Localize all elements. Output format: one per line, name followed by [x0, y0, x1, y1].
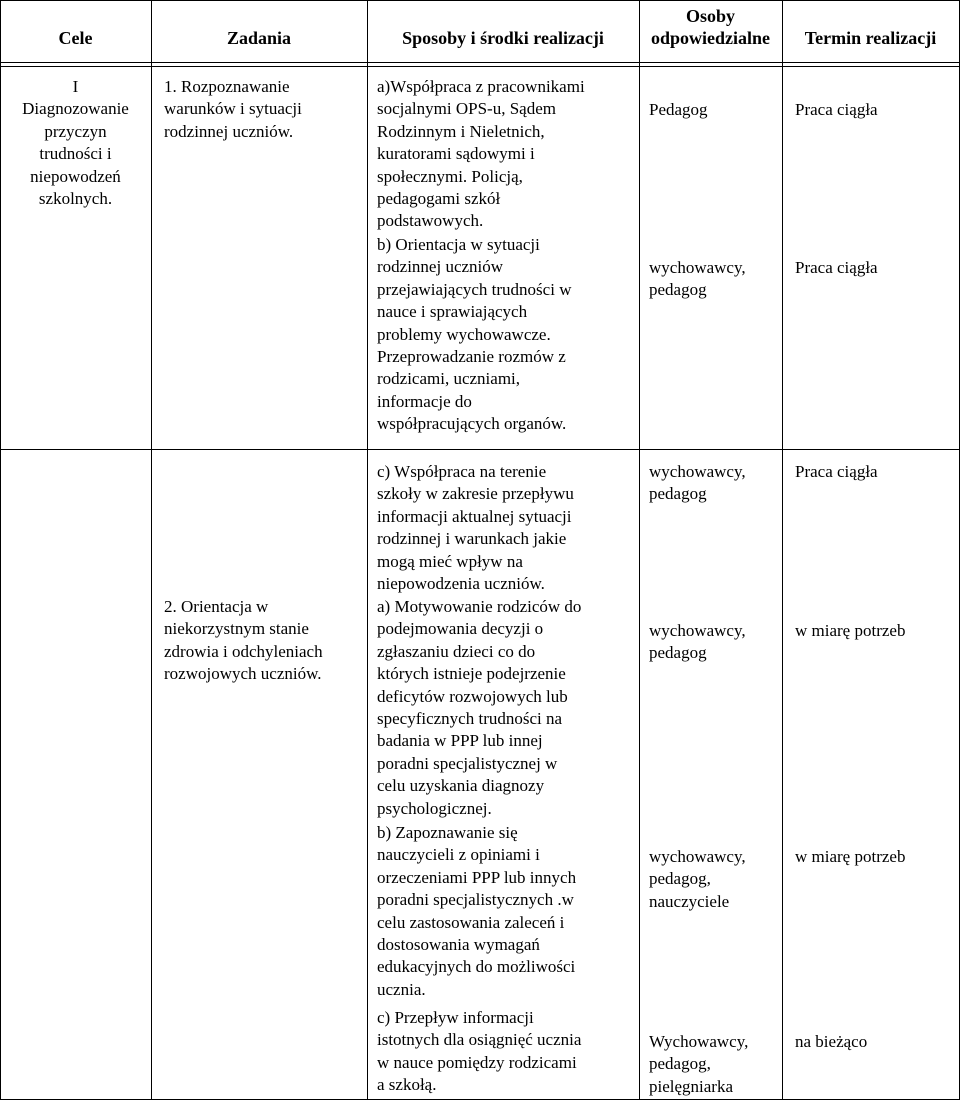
sposob-2b-cell — [377, 822, 576, 1001]
sposob-2c-line: c) Przepływ informacji — [377, 1008, 534, 1027]
osoby-line: pedagog, — [649, 1054, 711, 1074]
termin-r1b: Praca ciągła — [795, 258, 878, 277]
osoby-line: wychowawcy, — [649, 462, 746, 481]
header-sposoby: Sposoby i środki realizacji — [402, 28, 604, 48]
zadanie-2-line: niekorzystnym stanie — [164, 619, 309, 639]
termin-r1a: Praca ciągła — [795, 100, 878, 119]
osoby-r1c-cell — [649, 461, 746, 506]
osoby-line: Wychowawcy, — [649, 1032, 749, 1051]
sposob-2b-line: poradni specjalistycznych .w — [377, 890, 574, 910]
sposob-1b-line: nauce i sprawiających — [377, 302, 528, 322]
sposob-2b-line: b) Zapoznawanie się — [377, 823, 518, 842]
termin-r1c: Praca ciągła — [795, 462, 878, 481]
sposob-2b-line: celu zastosowania zaleceń i — [377, 912, 565, 932]
sposob-1b-line: b) Orientacja w sytuacji — [377, 235, 540, 254]
col-border-1 — [151, 0, 152, 1100]
sposob-1c-line: c) Współpraca na terenie — [377, 462, 547, 481]
table-bottom-border — [0, 1099, 960, 1100]
sposob-1c-line: informacji aktualnej sytuacji — [377, 506, 572, 526]
col-border-2 — [367, 0, 368, 1100]
header-osoby-line1: Osoby — [685, 6, 736, 26]
sposob-1a-cell — [377, 76, 585, 233]
osoby-r1a-cell — [649, 99, 708, 121]
sposob-2a-line: specyficznych trudności na — [377, 709, 563, 729]
sposob-2a-line: poradni specjalistycznej w — [377, 753, 558, 773]
zadanie-1-line: warunków i sytuacji — [164, 99, 302, 119]
sposob-2a-line: celu uzyskania diagnozy — [377, 776, 545, 796]
sposob-2b-line: ucznia. — [377, 979, 426, 999]
sposob-1a-line: społecznymi. Policją, — [377, 166, 523, 186]
sposob-2c-line: istotnych dla osiągnięć ucznia — [377, 1030, 582, 1050]
header-bottom-border — [0, 62, 960, 63]
osoby-line: pedagog — [649, 280, 707, 300]
sposob-1a-line: socjalnymi OPS-u, Sądem — [377, 99, 556, 119]
cel-line: szkolnych. — [38, 189, 113, 209]
osoby-line: wychowawcy, — [649, 847, 746, 866]
osoby-line: pedagog — [649, 643, 707, 663]
zadanie-2-line: rozwojowych uczniów. — [164, 664, 322, 684]
termin-r2a: w miarę potrzeb — [795, 621, 906, 640]
header-osoby-line2: odpowiedzialne — [650, 28, 770, 48]
sposob-2a-line: których istnieje podejrzenie — [377, 664, 566, 684]
sposob-1b-line: informacje do — [377, 391, 472, 411]
cel-line: trudności i — [39, 144, 112, 164]
sposob-2c-cell — [377, 1007, 581, 1097]
osoby-line: Pedagog — [649, 100, 708, 119]
header-zadania: Zadania — [226, 28, 292, 48]
sposob-2b-line: edukacyjnych do możliwości — [377, 957, 576, 977]
sposob-1a-line: podstawowych. — [377, 211, 484, 231]
osoby-line: nauczyciele — [649, 891, 730, 911]
zadanie-1-line: rodzinnej uczniów. — [164, 121, 294, 141]
header-termin: Termin realizacji — [804, 28, 937, 48]
zadanie-1-cell — [164, 76, 302, 143]
col-border-4 — [782, 0, 783, 1100]
sposob-1c-line: mogą mieć wpływ na — [377, 551, 523, 571]
sposob-1b-line: Przeprowadzanie rozmów z — [377, 347, 566, 367]
sposob-1a-line: pedagogami szkół — [377, 189, 501, 209]
cel-line: przyczyn — [44, 121, 107, 141]
sposob-2c-line: w nauce pomiędzy rodzicami — [377, 1052, 577, 1072]
sposob-1b-line: rodzicami, uczniami, — [377, 369, 521, 389]
header-bottom-border-2 — [0, 66, 960, 67]
sposob-2b-line: orzeczeniami PPP lub innych — [377, 867, 577, 887]
table-top-border — [0, 0, 960, 1]
header-cele: Cele — [58, 28, 93, 48]
sposob-1b-line: rodzinnej uczniów — [377, 257, 504, 277]
sposob-2a-line: deficytów rozwojowych lub — [377, 686, 568, 706]
sposob-2a-line: a) Motywowanie rodziców do — [377, 597, 582, 616]
sposob-1b-line: problemy wychowawcze. — [377, 324, 551, 344]
zadanie-1-line: 1. Rozpoznawanie — [164, 77, 290, 96]
cel-line: Diagnozowanie — [22, 99, 129, 119]
cel-cell — [0, 76, 151, 210]
osoby-r2b-cell — [649, 846, 746, 913]
osoby-r1b-cell — [649, 257, 746, 302]
termin-r2c: na bieżąco — [795, 1032, 868, 1051]
sposob-1c-line: szkoły w zakresie przepływu — [377, 484, 574, 504]
sposob-1b-cell — [377, 234, 571, 436]
sposob-2a-line: zgłaszaniu dzieci co do — [377, 641, 536, 661]
sposob-1c-line: rodzinnej i warunkach jakie — [377, 529, 567, 549]
sposob-2a-cell — [377, 596, 581, 820]
sposob-2a-line: psychologicznej. — [377, 798, 492, 818]
section-divider — [0, 449, 960, 450]
sposob-1a-line: a)Współpraca z pracownikami — [377, 77, 585, 96]
sposob-2a-line: badania w PPP lub innej — [377, 731, 543, 751]
osoby-line: wychowawcy, — [649, 258, 746, 277]
sposob-2c-line: a szkołą. — [377, 1075, 437, 1095]
sposob-2b-line: nauczycieli z opiniami i — [377, 845, 540, 865]
zadanie-2-line: 2. Orientacja w — [164, 597, 269, 616]
sposob-1b-line: przejawiających trudności w — [377, 279, 572, 299]
sposob-2a-line: podejmowania decyzji o — [377, 619, 544, 639]
sposob-1c-cell — [377, 461, 574, 595]
osoby-line: wychowawcy, — [649, 621, 746, 640]
cel-line: I — [72, 77, 79, 96]
zadanie-2-line: zdrowia i odchyleniach — [164, 641, 323, 661]
osoby-line: pielęgniarka — [649, 1076, 734, 1096]
col-border-3 — [639, 0, 640, 1100]
osoby-line: pedagog — [649, 484, 707, 504]
sposob-2b-line: dostosowania wymagań — [377, 935, 540, 955]
termin-r2b: w miarę potrzeb — [795, 847, 906, 866]
sposob-1b-line: współpracujących organów. — [377, 414, 567, 434]
osoby-line: pedagog, — [649, 869, 711, 889]
sposob-1c-line: niepowodzenia uczniów. — [377, 574, 545, 594]
sposob-1a-line: Rodzinnym i Nieletnich, — [377, 121, 545, 141]
osoby-r2a-cell — [649, 620, 746, 665]
zadanie-2-cell — [164, 596, 323, 686]
sposob-1a-line: kuratorami sądowymi i — [377, 144, 535, 164]
osoby-r2c-cell — [649, 1031, 748, 1098]
cel-line: niepowodzeń — [30, 166, 121, 186]
